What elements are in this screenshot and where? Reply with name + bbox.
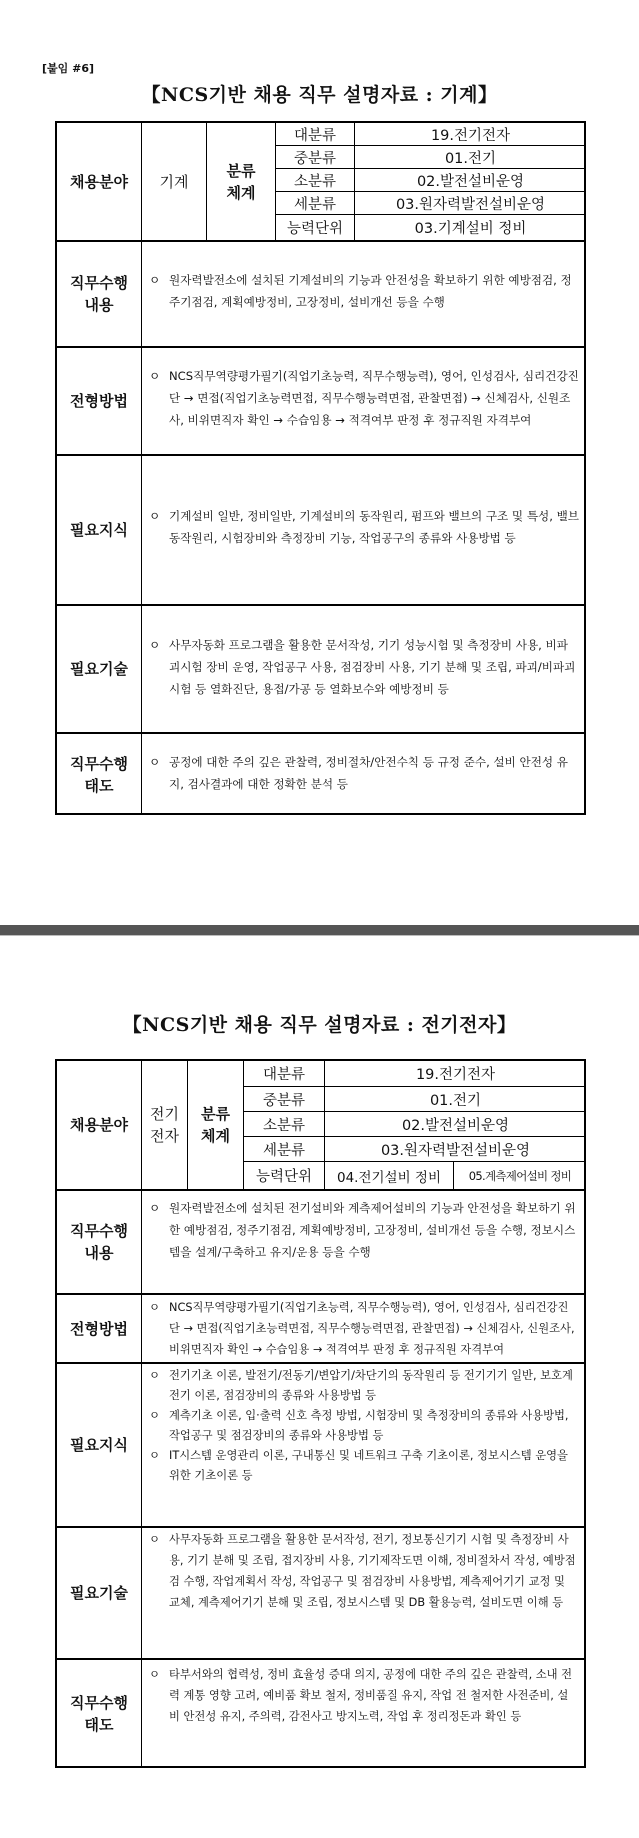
class-value-detail: 03.원자력발전설비운영 xyxy=(380,1142,531,1159)
class-value-minor: 02.발전설비운영 xyxy=(416,173,525,190)
attachment-label: [붙임 #6] xyxy=(42,62,95,75)
class-label-detail: 세분류 xyxy=(262,1142,306,1159)
section-label-skill: 필요기술 xyxy=(70,1584,128,1602)
section-body-skill: ㅇ 사무자동화 프로그램을 활용한 문서작성, 기기 성능시험 및 측정장비 사용, 비파괴시험 장비 운영, 작업공구 사용, 점검장비 사용, 기기 분해 및 조립, 파괴/비파괴 시험 등 열화진단, 용접/가공 등 열화보수와 예방정비 등 xyxy=(149,634,579,700)
section-body-knowledge: ㅇ 기계설비 일반, 정비일반, 기계설비의 동작원리, 펌프와 밸브의 구조 및 특성, 밸브 동작원리, 시험장비와 측정장비 기능, 작업공구의 종류와 사용방법 등 xyxy=(149,505,579,549)
circle-bullet-icon: ㅇ xyxy=(149,1449,160,1462)
class-label-major: 대분류 xyxy=(262,1067,306,1083)
field-label: 채용분야 xyxy=(70,172,128,191)
class-label-unit: 능력단위 xyxy=(255,1169,313,1185)
class-label-unit: 능력단위 xyxy=(286,220,344,237)
circle-bullet-icon: ㅇ xyxy=(149,1533,160,1546)
class-value-major: 19.전기전자 xyxy=(430,127,511,144)
section-body-method: ㅇ NCS직무역량평가필기(직업기초능력, 직무수행능력), 영어, 인성검사, 심리건강진단 → 면접(직업기초능력면접, 직무수행능력면접, 관찰면접) → 신체검사, 신원조사, 비위면직자 확인 → 수습임용 → 적격여부 판정 후 정규직원 자격부여 xyxy=(149,365,579,431)
class-value-minor: 02.발전설비운영 xyxy=(401,1117,510,1134)
class-label-middle: 중분류 xyxy=(262,1092,306,1109)
unit-value-electrical: 04.전기설비 정비 xyxy=(336,1169,441,1186)
class-value-major: 19.전기전자 xyxy=(415,1067,496,1083)
field-value: 전기 전자 xyxy=(150,1105,179,1145)
class-label-middle: 중분류 xyxy=(293,150,337,167)
section-label-knowledge: 필요지식 xyxy=(70,1436,128,1454)
circle-bullet-icon: ㅇ xyxy=(149,1301,160,1314)
class-value-middle: 01.전기 xyxy=(444,150,497,167)
class-label-minor: 소분류 xyxy=(262,1117,306,1134)
circle-bullet-icon: ㅇ xyxy=(149,369,161,383)
section-body-attitude: ㅇ 공정에 대한 주의 깊은 관찰력, 정비절차/안전수칙 등 규정 준수, 설비 안전성 유지, 검사결과에 대한 정확한 분석 등 xyxy=(149,751,579,795)
circle-bullet-icon: ㅇ xyxy=(149,1369,160,1382)
class-label-detail: 세분류 xyxy=(293,196,337,213)
section-body-skill: ㅇ 사무자동화 프로그램을 활용한 문서작성, 전기, 정보통신기기 시험 및 측정장비 사용, 기기 분해 및 조립, 접지장비 사용, 기기제작도면 이해, 정비절차서 작성, 예방점검 수행, 작업계획서 작성, 작업공구 및 점검장비 사용방법, 계측제어기기 교정 및 교체, 계측제어기기 분해 및 조립, 정보시스템 및 DB 활용능력, 설비도면 이해 등 xyxy=(149,1529,579,1613)
section-body-duty: ㅇ 원자력발전소에 설치된 기계설비의 기능과 안전성을 확보하기 위한 예방점검, 정주기점검, 계획예방정비, 고장정비, 설비개선 등을 수행 xyxy=(149,269,579,313)
field-label: 채용분야 xyxy=(70,1116,128,1134)
section-body-knowledge: ㅇ 전기기초 이론, 발전기/전동기/변압기/차단기의 동작원리 등 전기기기 일반, 보호계전기 이론, 점검장비의 종류와 사용방법 등 ㅇ 계측기초 이론, 입·출력 신호 측정 방법, 시험장비 및 측정장비의 종류와 사용방법, 작업공구 및 점검장비의 종류와 사용방법 등 ㅇ IT시스템 운영관리 이론, 구내통신 및 네트워크 구축 기초이론, 정보시스템 운영을 위한 기초이론 등 xyxy=(149,1366,579,1486)
circle-bullet-icon: ㅇ xyxy=(149,638,161,652)
doc2-title: 【NCS기반 채용 직무 설명자료 : 전기전자】 xyxy=(122,1014,517,1036)
class-value-unit: 03.기계설비 정비 xyxy=(414,220,527,237)
section-label-skill: 필요기술 xyxy=(70,660,128,678)
section-label-knowledge: 필요지식 xyxy=(70,521,128,539)
page-separator-shadow xyxy=(0,935,639,936)
classification-label: 분류 체계 xyxy=(201,1105,230,1145)
circle-bullet-icon: ㅇ xyxy=(149,1409,160,1422)
section-body-attitude: ㅇ 타부서와의 협력성, 정비 효율성 증대 의지, 공정에 대한 주의 깊은 관찰력, 소내 전력 계통 영향 고려, 예비품 확보 철저, 정비품질 유지, 작업 전 철저한 사전준비, 설비 안전성 유지, 주의력, 감전사고 방지노력, 작업 후 정리정돈과 확인 등 xyxy=(149,1664,579,1727)
section-label-duty: 직무수행 내용 xyxy=(70,1222,128,1262)
class-label-minor: 소분류 xyxy=(293,173,337,190)
section-label-duty: 직무수행 내용 xyxy=(70,274,128,314)
section-label-attitude: 직무수행 태도 xyxy=(70,1694,128,1734)
unit-value-instrumentation: 05.계측제어설비 정비 xyxy=(468,1168,572,1183)
circle-bullet-icon: ㅇ xyxy=(149,755,161,769)
doc1-title: 【NCS기반 채용 직무 설명자료 : 기계】 xyxy=(141,84,498,106)
section-label-method: 전형방법 xyxy=(70,1319,128,1338)
section-label-method: 전형방법 xyxy=(70,392,128,410)
circle-bullet-icon: ㅇ xyxy=(149,273,161,287)
class-value-middle: 01.전기 xyxy=(429,1092,482,1109)
class-value-detail: 03.원자력발전설비운영 xyxy=(395,196,546,213)
page-separator xyxy=(0,925,639,935)
section-label-attitude: 직무수행 태도 xyxy=(70,754,128,795)
circle-bullet-icon: ㅇ xyxy=(149,1201,161,1215)
section-body-duty: ㅇ 원자력발전소에 설치된 전기설비와 계측제어설비의 기능과 안전성을 확보하기 위한 예방점검, 정주기점검, 계획예방정비, 고장정비, 설비개선 등을 수행, 정보시스템을 설계/구축하고 유지/운용 등을 수행 xyxy=(149,1197,579,1263)
classification-label: 분류 체계 xyxy=(226,161,256,202)
section-body-method: ㅇ NCS직무역량평가필기(직업기초능력, 직무수행능력), 영어, 인성검사, 심리건강진단 → 면접(직업기초능력면접, 직무수행능력면접, 관찰면접) → 신체검사, 신원조사, 비위면직자 확인 → 수습임용 → 적격여부 판정 후 정규직원 자격부여 xyxy=(149,1297,579,1360)
field-value: 기계 xyxy=(159,172,189,191)
circle-bullet-icon: ㅇ xyxy=(149,1668,160,1681)
circle-bullet-icon: ㅇ xyxy=(149,509,161,523)
doc1-table xyxy=(55,121,586,815)
class-label-major: 대분류 xyxy=(293,127,337,144)
doc2-table xyxy=(55,1059,586,1768)
